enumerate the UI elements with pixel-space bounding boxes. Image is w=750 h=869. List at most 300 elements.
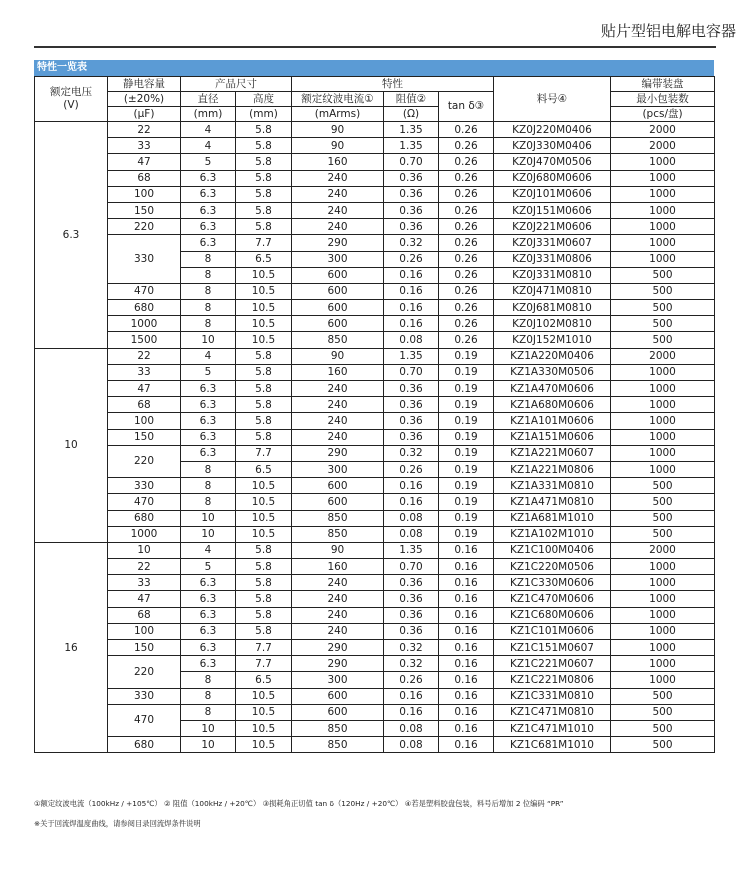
cell-diameter: 6.3	[181, 170, 236, 186]
cell-height: 10.5	[236, 283, 292, 299]
cell-min-pack: 500	[611, 720, 715, 736]
cell-diameter: 8	[181, 316, 236, 332]
cell-tan: 0.26	[439, 170, 494, 186]
header-impedance-unit: (Ω)	[384, 107, 439, 122]
cell-min-pack: 1000	[611, 235, 715, 251]
cell-impedance: 0.36	[384, 202, 439, 218]
table-row	[35, 542, 715, 558]
cell-part-no: KZ0J151M0606	[494, 202, 611, 218]
cell-min-pack: 1000	[611, 640, 715, 656]
cell-diameter: 10	[181, 720, 236, 736]
cell-tan: 0.16	[439, 623, 494, 639]
table-row	[35, 202, 715, 218]
cell-diameter: 6.3	[181, 202, 236, 218]
cell-capacitance: 1000	[108, 316, 181, 332]
table-row	[35, 704, 715, 720]
cell-tan: 0.16	[439, 607, 494, 623]
cell-height: 5.8	[236, 413, 292, 429]
cell-ripple: 290	[292, 640, 384, 656]
cell-height: 5.8	[236, 591, 292, 607]
cell-tan: 0.26	[439, 251, 494, 267]
cell-part-no: KZ1A330M0506	[494, 364, 611, 380]
cell-ripple: 240	[292, 219, 384, 235]
cell-ripple: 240	[292, 575, 384, 591]
cell-height: 10.5	[236, 688, 292, 704]
cell-ripple: 850	[292, 510, 384, 526]
table-row	[35, 138, 715, 154]
cell-impedance: 0.16	[384, 688, 439, 704]
cell-impedance: 0.16	[384, 300, 439, 316]
cell-diameter: 8	[181, 494, 236, 510]
cell-height: 5.8	[236, 202, 292, 218]
cell-capacitance: 330	[108, 688, 181, 704]
cell-min-pack: 500	[611, 478, 715, 494]
header-part-no: 料号④	[494, 77, 611, 122]
table-row	[35, 429, 715, 445]
cell-height: 10.5	[236, 332, 292, 348]
cell-part-no: KZ1C471M0810	[494, 704, 611, 720]
cell-height: 5.8	[236, 607, 292, 623]
table-row	[35, 170, 715, 186]
cell-ripple: 600	[292, 704, 384, 720]
cell-height: 5.8	[236, 559, 292, 575]
cell-ripple: 850	[292, 332, 384, 348]
cell-part-no: KZ1A331M0810	[494, 478, 611, 494]
header-min-pack: 最小包装数	[611, 92, 715, 107]
cell-part-no: KZ0J470M0506	[494, 154, 611, 170]
cell-part-no: KZ1A680M0606	[494, 397, 611, 413]
cell-capacitance: 100	[108, 413, 181, 429]
cell-height: 10.5	[236, 720, 292, 736]
header-diameter: 直径	[181, 92, 236, 107]
cell-impedance: 0.32	[384, 656, 439, 672]
cell-min-pack: 1000	[611, 170, 715, 186]
cell-tan: 0.26	[439, 154, 494, 170]
cell-tan: 0.26	[439, 316, 494, 332]
cell-min-pack: 500	[611, 332, 715, 348]
cell-diameter: 6.3	[181, 381, 236, 397]
cell-capacitance: 470	[108, 283, 181, 299]
table-row	[35, 154, 715, 170]
cell-ripple: 240	[292, 170, 384, 186]
cell-height: 5.8	[236, 381, 292, 397]
cell-part-no: KZ0J331M0607	[494, 235, 611, 251]
cell-capacitance: 10	[108, 542, 181, 558]
cell-part-no: KZ1A681M1010	[494, 510, 611, 526]
cell-min-pack: 500	[611, 267, 715, 283]
cell-part-no: KZ1C471M1010	[494, 720, 611, 736]
table-row	[35, 445, 715, 461]
cell-diameter: 6.3	[181, 219, 236, 235]
cell-voltage: 10	[35, 348, 108, 542]
cell-part-no: KZ1C101M0606	[494, 623, 611, 639]
cell-height: 5.8	[236, 348, 292, 364]
cell-capacitance: 680	[108, 510, 181, 526]
cell-height: 7.7	[236, 656, 292, 672]
cell-impedance: 1.35	[384, 122, 439, 138]
cell-ripple: 850	[292, 526, 384, 542]
table-row	[35, 737, 715, 753]
cell-ripple: 160	[292, 364, 384, 380]
cell-capacitance: 68	[108, 170, 181, 186]
cell-impedance: 0.70	[384, 559, 439, 575]
cell-height: 7.7	[236, 445, 292, 461]
cell-diameter: 8	[181, 478, 236, 494]
header-ripple-unit: (mArms)	[292, 107, 384, 122]
cell-min-pack: 1000	[611, 672, 715, 688]
cell-impedance: 0.16	[384, 494, 439, 510]
header-height-unit: (mm)	[236, 107, 292, 122]
cell-impedance: 0.16	[384, 283, 439, 299]
cell-height: 5.8	[236, 170, 292, 186]
cell-capacitance: 680	[108, 300, 181, 316]
cell-min-pack: 1000	[611, 381, 715, 397]
cell-ripple: 290	[292, 445, 384, 461]
cell-min-pack: 500	[611, 510, 715, 526]
cell-diameter: 8	[181, 704, 236, 720]
cell-ripple: 90	[292, 348, 384, 364]
cell-impedance: 0.70	[384, 364, 439, 380]
cell-height: 5.8	[236, 154, 292, 170]
cell-ripple: 600	[292, 267, 384, 283]
cell-capacitance: 100	[108, 623, 181, 639]
cell-impedance: 0.26	[384, 251, 439, 267]
cell-min-pack: 500	[611, 526, 715, 542]
cell-impedance: 0.36	[384, 219, 439, 235]
cell-ripple: 240	[292, 397, 384, 413]
cell-diameter: 10	[181, 526, 236, 542]
cell-min-pack: 1000	[611, 202, 715, 218]
cell-ripple: 600	[292, 300, 384, 316]
section-title: 特性一览表	[34, 60, 714, 76]
cell-height: 6.5	[236, 461, 292, 477]
table-body	[35, 122, 715, 753]
cell-diameter: 8	[181, 251, 236, 267]
cell-impedance: 0.08	[384, 332, 439, 348]
cell-diameter: 8	[181, 283, 236, 299]
table-row	[35, 413, 715, 429]
cell-height: 10.5	[236, 704, 292, 720]
cell-capacitance: 68	[108, 607, 181, 623]
cell-part-no: KZ1C330M0606	[494, 575, 611, 591]
table-row	[35, 186, 715, 202]
table-row	[35, 559, 715, 575]
cell-capacitance: 100	[108, 186, 181, 202]
cell-tan: 0.26	[439, 283, 494, 299]
header-tan: tan δ③	[439, 92, 494, 122]
table-row	[35, 348, 715, 364]
cell-part-no: KZ1A102M1010	[494, 526, 611, 542]
cell-part-no: KZ0J330M0406	[494, 138, 611, 154]
cell-ripple: 300	[292, 251, 384, 267]
cell-min-pack: 1000	[611, 186, 715, 202]
cell-capacitance: 47	[108, 591, 181, 607]
cell-part-no: KZ0J152M1010	[494, 332, 611, 348]
cell-capacitance: 470	[108, 494, 181, 510]
header-voltage-unit: (V)	[63, 99, 79, 111]
cell-diameter: 6.3	[181, 623, 236, 639]
cell-part-no: KZ1C680M0606	[494, 607, 611, 623]
cell-diameter: 8	[181, 672, 236, 688]
cell-impedance: 0.16	[384, 267, 439, 283]
cell-min-pack: 1000	[611, 364, 715, 380]
cell-part-no: KZ1A471M0810	[494, 494, 611, 510]
cell-part-no: KZ0J471M0810	[494, 283, 611, 299]
cell-ripple: 290	[292, 656, 384, 672]
cell-diameter: 4	[181, 138, 236, 154]
cell-tan: 0.19	[439, 381, 494, 397]
cell-height: 6.5	[236, 251, 292, 267]
cell-height: 5.8	[236, 138, 292, 154]
header-capacitance-unit: (μF)	[108, 107, 181, 122]
cell-diameter: 6.3	[181, 607, 236, 623]
cell-impedance: 0.36	[384, 591, 439, 607]
table-row	[35, 397, 715, 413]
cell-height: 7.7	[236, 235, 292, 251]
cell-ripple: 240	[292, 591, 384, 607]
cell-min-pack: 1000	[611, 623, 715, 639]
cell-ripple: 300	[292, 461, 384, 477]
cell-part-no: KZ0J102M0810	[494, 316, 611, 332]
footnote-line-2: ※关于回流焊温度曲线，请参阅目录回流焊条件说明	[34, 819, 201, 828]
cell-ripple: 90	[292, 542, 384, 558]
cell-capacitance: 22	[108, 348, 181, 364]
cell-part-no: KZ1A151M0606	[494, 429, 611, 445]
cell-diameter: 6.3	[181, 186, 236, 202]
cell-diameter: 6.3	[181, 640, 236, 656]
header-capacitance-tol: (±20%)	[108, 92, 181, 107]
cell-impedance: 1.35	[384, 542, 439, 558]
cell-part-no: KZ1C100M0406	[494, 542, 611, 558]
cell-ripple: 240	[292, 607, 384, 623]
cell-diameter: 4	[181, 542, 236, 558]
cell-diameter: 8	[181, 461, 236, 477]
cell-impedance: 0.36	[384, 170, 439, 186]
cell-min-pack: 2000	[611, 348, 715, 364]
cell-min-pack: 1000	[611, 461, 715, 477]
cell-tan: 0.16	[439, 704, 494, 720]
cell-height: 5.8	[236, 397, 292, 413]
cell-ripple: 240	[292, 413, 384, 429]
cell-min-pack: 500	[611, 704, 715, 720]
cell-ripple: 90	[292, 122, 384, 138]
cell-tan: 0.19	[439, 445, 494, 461]
table-row	[35, 591, 715, 607]
table-row	[35, 510, 715, 526]
cell-capacitance: 33	[108, 575, 181, 591]
cell-ripple: 600	[292, 316, 384, 332]
cell-min-pack: 500	[611, 737, 715, 753]
cell-height: 5.8	[236, 575, 292, 591]
cell-min-pack: 1000	[611, 251, 715, 267]
cell-part-no: KZ1C470M0606	[494, 591, 611, 607]
cell-diameter: 6.3	[181, 429, 236, 445]
cell-impedance: 0.36	[384, 429, 439, 445]
cell-capacitance: 47	[108, 381, 181, 397]
cell-tan: 0.26	[439, 219, 494, 235]
cell-part-no: KZ1C221M0806	[494, 672, 611, 688]
cell-impedance: 0.36	[384, 623, 439, 639]
cell-impedance: 0.08	[384, 720, 439, 736]
cell-diameter: 6.3	[181, 445, 236, 461]
cell-height: 10.5	[236, 478, 292, 494]
cell-ripple: 850	[292, 720, 384, 736]
cell-part-no: KZ0J681M0810	[494, 300, 611, 316]
table-row	[35, 300, 715, 316]
cell-ripple: 600	[292, 283, 384, 299]
cell-impedance: 0.26	[384, 672, 439, 688]
cell-part-no: KZ1C221M0607	[494, 656, 611, 672]
cell-capacitance: 150	[108, 640, 181, 656]
cell-min-pack: 500	[611, 688, 715, 704]
cell-height: 5.8	[236, 219, 292, 235]
cell-voltage: 16	[35, 542, 108, 752]
cell-impedance: 0.70	[384, 154, 439, 170]
cell-diameter: 8	[181, 688, 236, 704]
cell-height: 10.5	[236, 494, 292, 510]
cell-diameter: 10	[181, 737, 236, 753]
cell-capacitance: 33	[108, 364, 181, 380]
cell-tan: 0.19	[439, 364, 494, 380]
footnotes	[34, 799, 564, 839]
cell-height: 10.5	[236, 267, 292, 283]
cell-part-no: KZ1A470M0606	[494, 381, 611, 397]
table-row	[35, 526, 715, 542]
cell-capacitance: 68	[108, 397, 181, 413]
cell-ripple: 240	[292, 186, 384, 202]
cell-capacitance: 330	[108, 478, 181, 494]
table-row	[35, 122, 715, 138]
table-row	[35, 316, 715, 332]
header-diameter-unit: (mm)	[181, 107, 236, 122]
cell-part-no: KZ1A221M0806	[494, 461, 611, 477]
cell-min-pack: 1000	[611, 591, 715, 607]
cell-tan: 0.26	[439, 267, 494, 283]
cell-ripple: 300	[292, 672, 384, 688]
cell-ripple: 600	[292, 478, 384, 494]
table-row	[35, 235, 715, 251]
header-ripple: 额定纹波电流①	[292, 92, 384, 107]
cell-tan: 0.16	[439, 575, 494, 591]
cell-impedance: 1.35	[384, 348, 439, 364]
cell-capacitance: 22	[108, 122, 181, 138]
header-voltage-label: 额定电压	[50, 86, 92, 98]
cell-tan: 0.16	[439, 591, 494, 607]
cell-impedance: 0.26	[384, 461, 439, 477]
cell-part-no: KZ1A101M0606	[494, 413, 611, 429]
title-divider	[34, 46, 716, 48]
cell-height: 10.5	[236, 316, 292, 332]
table-row	[35, 283, 715, 299]
cell-diameter: 5	[181, 154, 236, 170]
cell-impedance: 0.32	[384, 640, 439, 656]
cell-height: 5.8	[236, 429, 292, 445]
table-row	[35, 494, 715, 510]
cell-capacitance: 150	[108, 202, 181, 218]
cell-tan: 0.26	[439, 300, 494, 316]
cell-impedance: 0.36	[384, 397, 439, 413]
cell-ripple: 850	[292, 737, 384, 753]
cell-impedance: 0.08	[384, 526, 439, 542]
cell-impedance: 0.36	[384, 381, 439, 397]
cell-tan: 0.19	[439, 478, 494, 494]
cell-ripple: 240	[292, 429, 384, 445]
table-row	[35, 575, 715, 591]
table-row	[35, 607, 715, 623]
cell-capacitance: 1500	[108, 332, 181, 348]
cell-min-pack: 1000	[611, 397, 715, 413]
cell-diameter: 6.3	[181, 413, 236, 429]
cell-min-pack: 1000	[611, 219, 715, 235]
cell-diameter: 6.3	[181, 235, 236, 251]
cell-height: 10.5	[236, 510, 292, 526]
table-row	[35, 623, 715, 639]
cell-diameter: 6.3	[181, 575, 236, 591]
cell-height: 10.5	[236, 737, 292, 753]
table-row	[35, 688, 715, 704]
cell-capacitance: 220	[108, 219, 181, 235]
header-voltage	[35, 77, 108, 122]
cell-diameter: 4	[181, 348, 236, 364]
cell-impedance: 0.16	[384, 704, 439, 720]
cell-tan: 0.16	[439, 672, 494, 688]
cell-ripple: 160	[292, 559, 384, 575]
cell-impedance: 0.16	[384, 316, 439, 332]
cell-min-pack: 1000	[611, 607, 715, 623]
table-row	[35, 332, 715, 348]
cell-height: 5.8	[236, 186, 292, 202]
cell-tan: 0.26	[439, 332, 494, 348]
cell-height: 5.8	[236, 122, 292, 138]
header-packaging: 编带装盘	[611, 77, 715, 92]
cell-diameter: 8	[181, 300, 236, 316]
table-row	[35, 219, 715, 235]
cell-tan: 0.19	[439, 461, 494, 477]
cell-impedance: 0.08	[384, 510, 439, 526]
cell-tan: 0.16	[439, 656, 494, 672]
cell-part-no: KZ0J680M0606	[494, 170, 611, 186]
cell-part-no: KZ0J220M0406	[494, 122, 611, 138]
cell-capacitance: 470	[108, 704, 181, 736]
cell-tan: 0.19	[439, 429, 494, 445]
cell-ripple: 160	[292, 154, 384, 170]
cell-min-pack: 2000	[611, 138, 715, 154]
cell-ripple: 240	[292, 623, 384, 639]
cell-height: 5.8	[236, 542, 292, 558]
cell-part-no: KZ1C681M1010	[494, 737, 611, 753]
cell-min-pack: 1000	[611, 656, 715, 672]
cell-part-no: KZ0J221M0606	[494, 219, 611, 235]
cell-tan: 0.26	[439, 186, 494, 202]
cell-capacitance: 150	[108, 429, 181, 445]
cell-height: 7.7	[236, 640, 292, 656]
cell-diameter: 5	[181, 364, 236, 380]
cell-part-no: KZ0J331M0810	[494, 267, 611, 283]
cell-tan: 0.19	[439, 526, 494, 542]
cell-capacitance: 680	[108, 737, 181, 753]
table-row	[35, 381, 715, 397]
cell-impedance: 0.36	[384, 186, 439, 202]
cell-tan: 0.16	[439, 640, 494, 656]
cell-impedance: 0.32	[384, 445, 439, 461]
cell-tan: 0.26	[439, 138, 494, 154]
header-capacitance: 静电容量	[108, 77, 181, 92]
cell-min-pack: 500	[611, 316, 715, 332]
cell-min-pack: 1000	[611, 559, 715, 575]
cell-min-pack: 1000	[611, 429, 715, 445]
cell-diameter: 4	[181, 122, 236, 138]
cell-voltage: 6.3	[35, 122, 108, 349]
